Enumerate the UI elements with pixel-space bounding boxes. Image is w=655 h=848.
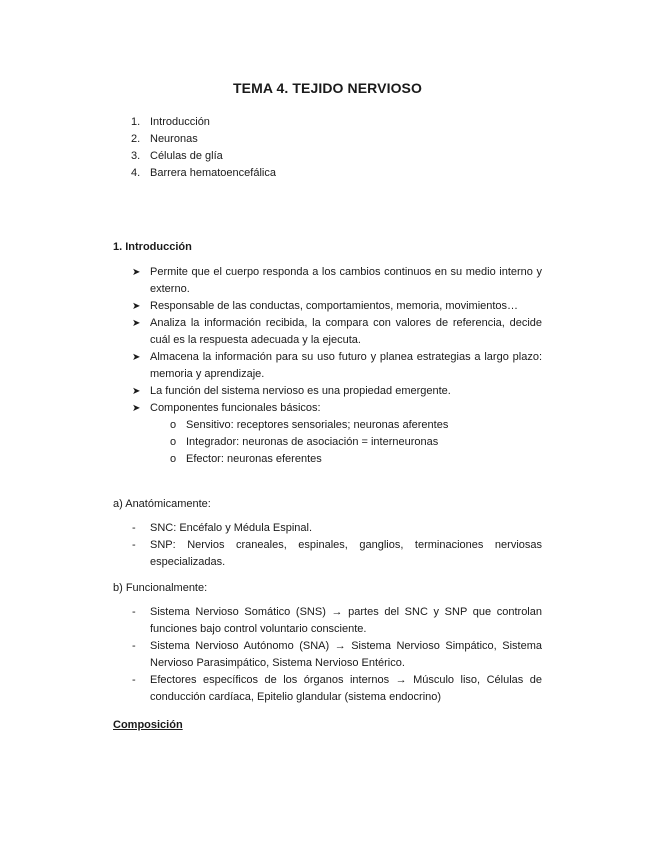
toc-item: 1. Introducción <box>131 116 210 128</box>
dash-bullet: - <box>132 606 136 618</box>
toc-item-label: Introducción <box>150 116 210 128</box>
toc-item-label: Barrera hematoencefálica <box>150 167 276 179</box>
sub-list-item: o Efector: neuronas eferentes <box>150 451 542 468</box>
section-heading-introduccion: 1. Introducción <box>113 241 192 253</box>
arrowhead-icon: ➤ <box>132 403 141 414</box>
table-of-contents <box>131 114 276 182</box>
toc-item: 3. Células de glía <box>131 150 223 162</box>
list-item: ➤ Responsable de las conductas, comportamientos, memoria, movimientos… <box>132 298 542 315</box>
arrowhead-icon: ➤ <box>132 352 141 363</box>
list-item: ➤ Componentes funcionales básicos: o Sensitivo: receptores sensoriales; neuronas aferentes o Integrador: neuronas de asociación = interneuronas o Efector: neuronas eferentes <box>132 400 542 468</box>
arrowhead-icon: ➤ <box>132 318 141 329</box>
functional-heading: b) Funcionalmente: <box>113 582 208 594</box>
list-item: - SNC: Encéfalo y Médula Espinal. <box>132 520 542 537</box>
dash-bullet: - <box>132 539 136 551</box>
toc-item-label: Neuronas <box>150 133 198 145</box>
list-item: ➤ Permite que el cuerpo responda a los cambios continuos en su medio interno y externo. <box>132 266 542 295</box>
components-sublist <box>150 417 542 468</box>
introduction-bullet-list <box>132 264 542 468</box>
composition-heading: Composición <box>113 719 183 731</box>
dash-bullet: - <box>132 674 136 686</box>
circle-bullet-icon: o <box>170 419 177 431</box>
arrowhead-icon: ➤ <box>132 386 141 397</box>
list-item: ➤ Almacena la información para su uso futuro y planea estrategias a largo plazo: memoria y aprendizaje. <box>132 351 542 380</box>
list-item: - SNP: Nervios craneales, espinales, ganglios, terminaciones nerviosas especializadas. <box>132 539 542 568</box>
list-item: ➤ Analiza la información recibida, la compara con valores de referencia, decide cuál es la respuesta adecuada y la ejecuta. <box>132 317 542 346</box>
dash-bullet: - <box>132 522 136 534</box>
list-item: - Sistema Nervioso Autónomo (SNA) → Sistema Nervioso Simpático, Sistema Nervioso Parasimpático, Sistema Nervioso Entérico. <box>132 640 542 669</box>
toc-item: 4. Barrera hematoencefálica <box>131 167 276 179</box>
functional-list <box>132 604 542 706</box>
sub-list-item: o Integrador: neuronas de asociación = interneuronas <box>150 434 542 451</box>
toc-item: 2. Neuronas <box>131 133 198 145</box>
list-item: ➤ La función del sistema nervioso es una propiedad emergente. <box>132 383 542 400</box>
toc-item-label: Células de glía <box>150 150 223 162</box>
anatomic-list <box>132 520 542 571</box>
circle-bullet-icon: o <box>170 436 177 448</box>
list-item: - Efectores específicos de los órganos internos → Músculo liso, Células de conducción cardíaca, Epitelio glandular (sistema endocrino) <box>132 674 542 703</box>
sub-list-item: o Sensitivo: receptores sensoriales; neuronas aferentes <box>150 417 542 434</box>
arrowhead-icon: ➤ <box>132 267 141 278</box>
page-title: TEMA 4. TEJIDO NERVIOSO <box>232 80 422 96</box>
list-item: - Sistema Nervioso Somático (SNS) → partes del SNC y SNP que controlan funciones bajo control voluntario consciente. <box>132 606 542 635</box>
circle-bullet-icon: o <box>170 453 177 465</box>
dash-bullet: - <box>132 640 136 652</box>
anatomic-heading: a) Anatómicamente: <box>113 498 211 510</box>
arrowhead-icon: ➤ <box>132 301 141 312</box>
